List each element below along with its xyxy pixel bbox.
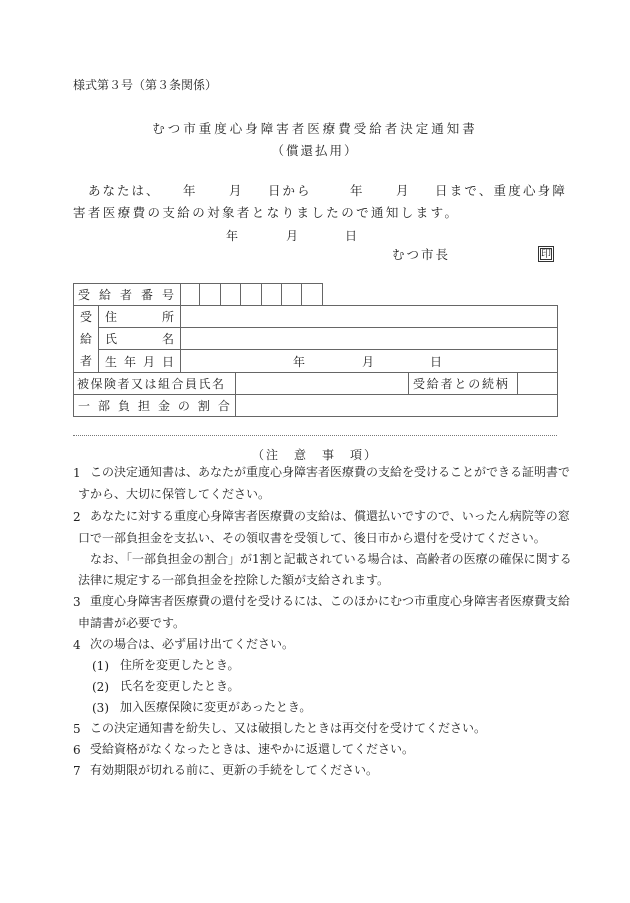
table-border [408, 372, 409, 394]
note-text: この決定通知書は、あなたが重度心身障害者医療費の支給を受けることができる証明書で [90, 465, 571, 479]
copay-ratio-field[interactable] [236, 395, 557, 416]
note-number: 2 [73, 510, 81, 524]
note-text: なお、「一部負担金の割合」が1割と記載されている場合は、高齢者の医療の確保に関する [90, 552, 572, 566]
recipient-group-label: 受 [80, 310, 93, 324]
label-char: 担 [137, 399, 150, 413]
sub-note-number: (3) [92, 701, 109, 715]
sub-note-text: 加入医療保険に変更があったとき。 [120, 700, 312, 714]
label-char: 所 [161, 310, 174, 324]
sub-note-text: 氏名を変更したとき。 [120, 679, 240, 693]
recipient-number-digit-cell[interactable] [221, 283, 241, 305]
note-text: 法律に規定する一部負担金を控除した額が支給されます。 [78, 573, 390, 587]
note-number: 7 [73, 764, 81, 778]
label-char: 日 [161, 355, 174, 369]
birthdate-label [105, 356, 174, 368]
stamp-glyph: 印 [541, 249, 551, 260]
note-text: 口で一部負担金を支払い、その領収書を受領して、後日市から還付を受けてください。 [78, 531, 546, 545]
issuer: むつ市長 [392, 247, 451, 262]
address-label [105, 311, 174, 323]
label-char: 一 [78, 399, 91, 413]
recipient-number-label [78, 289, 174, 301]
from-month-unit: 月 [229, 183, 242, 198]
table-border [98, 305, 99, 372]
label-char: 部 [97, 399, 110, 413]
seal-stamp-icon [538, 246, 554, 262]
name-label [105, 333, 174, 345]
recipient-number-digit-cell[interactable] [282, 283, 302, 305]
recipient-number-digit-cell[interactable] [262, 283, 282, 305]
relation-label: 受給者との続柄 [413, 377, 510, 391]
label-char: 氏 [105, 332, 118, 346]
body-text-end: 日まで、重度心身障 [435, 183, 568, 198]
label-char: の [177, 399, 190, 413]
note-number: 1 [73, 466, 81, 480]
label-char: 負 [117, 399, 130, 413]
note-text: 重度心身障害者医療費の還付を受けるには、このほかにむつ市重度心身障害者医療費支給 [90, 594, 571, 608]
recipient-number-digit-cell[interactable] [241, 283, 261, 305]
from-day-unit: 日から [268, 183, 312, 198]
label-char: 金 [157, 399, 170, 413]
issue-day-unit: 日 [345, 229, 358, 243]
body-text: あなたは、 [88, 183, 161, 198]
note-number: 6 [73, 743, 81, 757]
note-text: 受給資格がなくなったときは、速やかに返還してください。 [90, 742, 415, 756]
sub-note-number: (2) [92, 680, 109, 694]
body-line-2: 害者医療費の支給の対象者となりましたので通知します。 [73, 205, 460, 220]
note-number: 4 [73, 638, 81, 652]
table-border [73, 416, 558, 417]
label-char: 番 [140, 288, 153, 302]
note-text: すから、大切に保管してください。 [78, 487, 271, 501]
note-text: 次の場合は、必ず届け出てください。 [90, 637, 295, 651]
birthdate-year-unit: 年 [293, 355, 306, 369]
to-year-unit: 年 [350, 183, 363, 198]
table-border [557, 305, 558, 416]
sub-note-text: 住所を変更したとき。 [120, 658, 240, 672]
label-char: 年 [123, 355, 136, 369]
document-subtitle: （償還払用） [271, 143, 359, 158]
note-text: 有効期限が切れる前に、更新の手続をしてください。 [90, 763, 379, 777]
dotted-separator [73, 435, 557, 436]
issue-year-unit: 年 [226, 229, 239, 243]
birthdate-day-unit: 日 [430, 355, 443, 369]
to-month-unit: 月 [396, 183, 409, 198]
issue-month-unit: 月 [286, 229, 299, 243]
insured-name-field[interactable] [236, 373, 408, 394]
note-number: 3 [73, 595, 81, 609]
recipient-number-digit-cell[interactable] [200, 283, 220, 305]
document-title: むつ市重度心身障害者医療費受給者決定通知書 [152, 121, 478, 136]
recipient-group-label: 者 [80, 354, 93, 368]
recipient-group-label: 給 [80, 332, 93, 346]
from-year-unit: 年 [183, 183, 196, 198]
recipient-number-digit-cell[interactable] [302, 283, 322, 305]
address-field[interactable] [181, 306, 557, 327]
birthdate-month-unit: 月 [362, 355, 375, 369]
label-char: 割 [197, 399, 210, 413]
name-field[interactable] [181, 328, 557, 349]
note-number: 5 [73, 722, 81, 736]
relation-field[interactable] [518, 373, 557, 394]
table-border [98, 349, 557, 350]
label-char: 号 [161, 288, 174, 302]
recipient-number-digit-cell[interactable] [180, 283, 200, 305]
note-text: この決定通知書を紛失し、又は破損したときは再交付を受けてください。 [90, 721, 487, 735]
label-char: 名 [161, 332, 174, 346]
note-text: あなたに対する重度心身障害者医療費の支給は、償還払いですので、いったん病院等の窓 [90, 509, 570, 523]
table-border [73, 283, 74, 416]
label-char: 生 [105, 355, 118, 369]
notes-title: （注 意 事 項） [251, 448, 378, 462]
insured-name-label: 被保険者又は組合員氏名 [77, 377, 226, 391]
label-char: 合 [217, 399, 230, 413]
label-char: 給 [98, 288, 111, 302]
label-char: 受 [78, 288, 91, 302]
label-char: 月 [142, 355, 155, 369]
label-char: 者 [119, 288, 132, 302]
note-text: 申請書が必要です。 [78, 616, 186, 630]
sub-note-number: (1) [92, 659, 109, 673]
label-char: 住 [105, 310, 118, 324]
form-number: 様式第３号（第３条関係） [73, 78, 218, 92]
copay-ratio-label [78, 400, 230, 412]
